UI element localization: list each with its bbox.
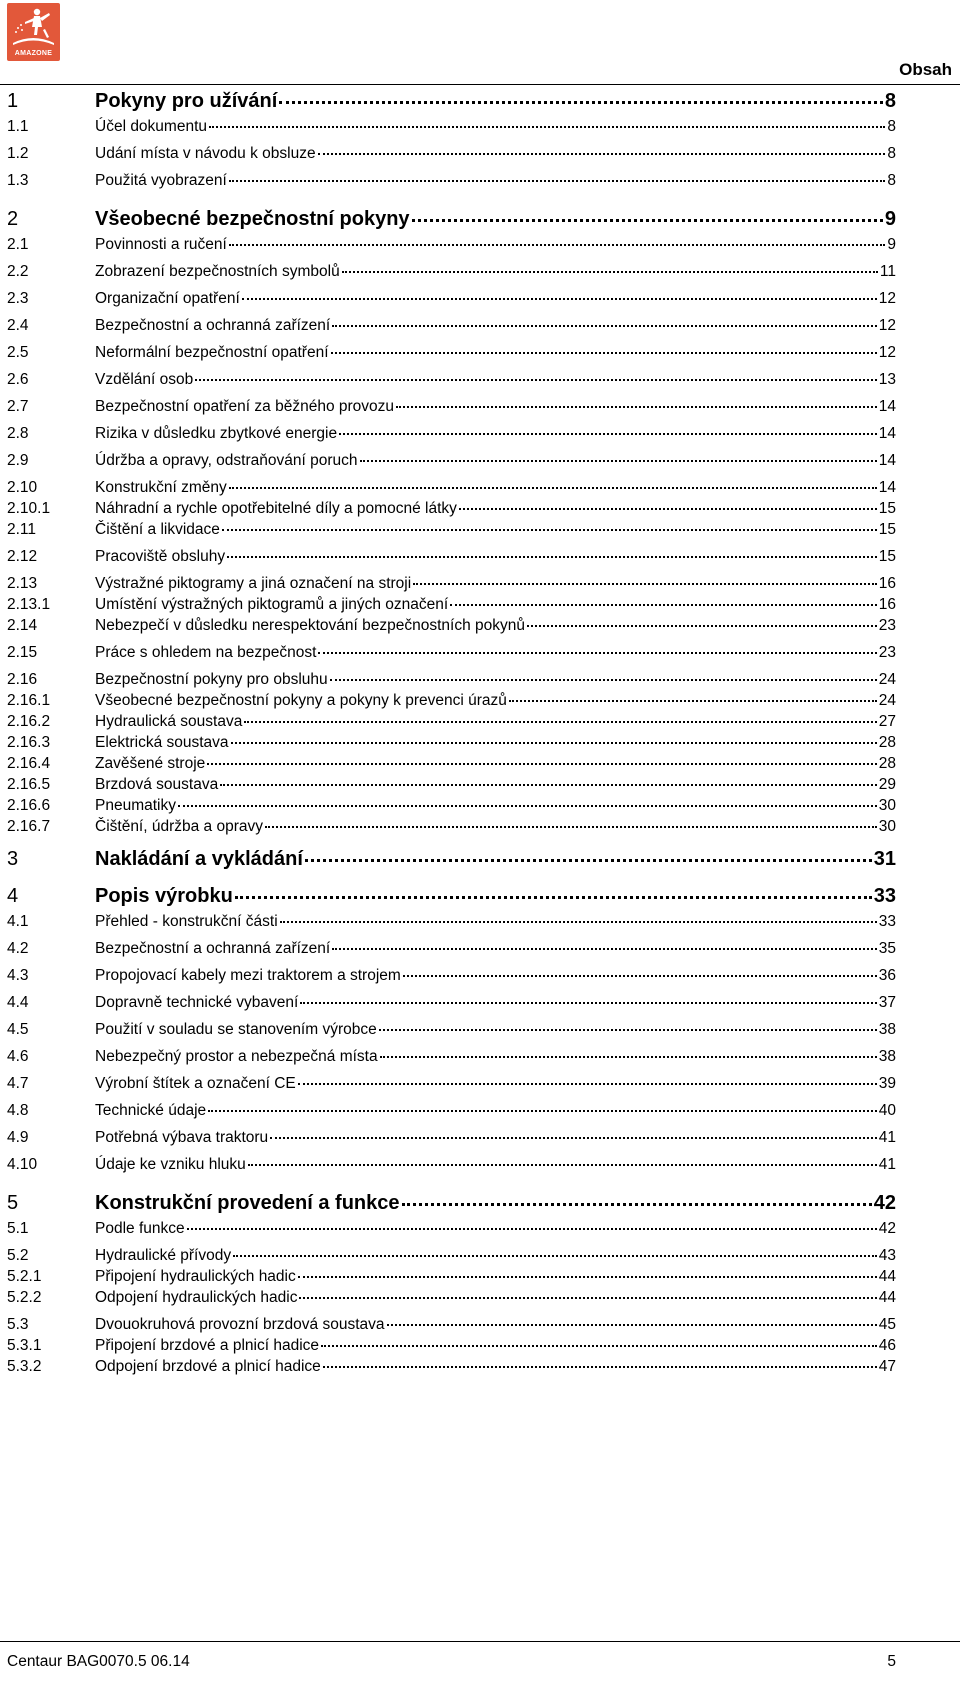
toc-entry-number: 2.2 (7, 263, 29, 280)
toc-entry-page: 28 (878, 755, 896, 772)
toc-dot-leader (298, 1276, 877, 1278)
toc-entry-page: 45 (878, 1316, 896, 1333)
toc-entry-number: 5.2 (7, 1247, 29, 1264)
toc-entry-page: 8 (884, 90, 896, 112)
toc-entry-title: Nebezpečí v důsledku nerespektování bezpečnostních pokynů (95, 617, 525, 634)
toc-entry[interactable] (7, 1247, 896, 1268)
toc-entry-page: 12 (878, 344, 896, 361)
toc-dot-leader (387, 1324, 877, 1326)
toc-entry-page: 8 (887, 145, 896, 162)
toc-dot-leader (220, 784, 877, 786)
toc-entry-title: Hydraulická soustava (95, 713, 243, 730)
toc-dot-leader (412, 219, 883, 222)
toc-dot-leader (396, 406, 877, 408)
toc-entry-number: 2.16.1 (7, 692, 51, 709)
toc-entry-number: 2.16 (7, 671, 38, 688)
toc-entry-number: 2.15 (7, 644, 38, 661)
toc-dot-leader (244, 721, 876, 723)
toc-dot-leader (248, 1164, 877, 1166)
toc-entry-title: Odpojení hydraulických hadic (95, 1289, 298, 1306)
toc-entry[interactable] (7, 398, 896, 425)
toc-entry-title: Zobrazení bezpečnostních symbolů (95, 263, 340, 280)
toc-dot-leader (229, 487, 877, 489)
toc-entry-title: Zavěšené stroje (95, 755, 206, 772)
toc-entry[interactable] (7, 1075, 896, 1102)
toc-entry-title: Potřebná výbava traktoru (95, 1129, 269, 1146)
toc-entry-number: 4 (7, 885, 19, 907)
toc-entry-page: 41 (878, 1156, 896, 1173)
toc-entry-title: Přehled - konstrukční části (95, 913, 278, 930)
toc-entry-page: 47 (878, 1358, 896, 1375)
toc-entry[interactable] (7, 734, 896, 755)
toc-entry-number: 5 (7, 1192, 19, 1214)
toc-entry-title: Nebezpečný prostor a nebezpečná místa (95, 1048, 378, 1065)
toc-dot-leader (298, 1083, 877, 1085)
toc-entry-title: Účel dokumentu (95, 118, 208, 135)
toc-entry-title: Pokyny pro užívání (95, 90, 278, 112)
toc-entry-number: 5.1 (7, 1220, 29, 1237)
toc-entry-number: 2.16.6 (7, 797, 51, 814)
toc-entry-number: 2.9 (7, 452, 29, 469)
toc-entry-title: Údaje ke vzniku hluku (95, 1156, 246, 1173)
toc-entry-page: 8 (887, 172, 896, 189)
logo-wordmark: AMAZONE (14, 50, 53, 57)
toc-entry-page: 9 (884, 208, 896, 230)
toc-entry-page: 40 (878, 1102, 896, 1119)
toc-entry[interactable] (7, 208, 896, 236)
toc-entry-title: Čištění a likvidace (95, 521, 220, 538)
toc-entry-number: 2.16.3 (7, 734, 51, 751)
toc-entry-page: 11 (879, 263, 896, 280)
toc-dot-leader (235, 896, 872, 899)
toc-entry-number: 2.7 (7, 398, 29, 415)
toc-entry[interactable] (7, 344, 896, 371)
toc-entry-number: 2.14 (7, 617, 38, 634)
toc-entry-number: 3 (7, 848, 19, 870)
toc-entry-number: 2.8 (7, 425, 29, 442)
toc-entry-number: 4.1 (7, 913, 29, 930)
toc-entry[interactable] (7, 617, 896, 644)
toc-entry-number: 2.4 (7, 317, 29, 334)
toc-dot-leader (222, 529, 877, 531)
toc-entry-page: 44 (878, 1289, 896, 1306)
toc-entry[interactable] (7, 1316, 896, 1337)
toc-entry-title: Elektrická soustava (95, 734, 229, 751)
toc-dot-leader (233, 1255, 877, 1257)
toc-dot-leader (360, 460, 877, 462)
toc-entry-title: Dopravně technické vybavení (95, 994, 299, 1011)
toc-entry-number: 2.3 (7, 290, 29, 307)
toc-entry-page: 41 (878, 1129, 896, 1146)
toc-entry[interactable] (7, 692, 896, 713)
toc-entry-title: Použití v souladu se stanovením výrobce (95, 1021, 377, 1038)
toc-entry-number: 4.3 (7, 967, 29, 984)
toc-entry-page: 27 (878, 713, 896, 730)
toc-entry-page: 38 (878, 1048, 896, 1065)
toc-dot-leader (209, 126, 885, 128)
toc-entry-title: Všeobecné bezpečnostní pokyny a pokyny k prevenci úrazů (95, 692, 507, 709)
toc-entry-title: Výstražné piktogramy a jiná označení na stroji (95, 575, 412, 592)
toc-entry-page: 28 (878, 734, 896, 751)
toc-entry-title: Hydraulické přívody (95, 1247, 232, 1264)
toc-entry[interactable] (7, 172, 896, 199)
toc-entry-number: 2.5 (7, 344, 29, 361)
toc-entry-number: 5.3.2 (7, 1358, 42, 1375)
toc-entry-page: 30 (878, 818, 896, 835)
toc-entry-title: Výrobní štítek a označení CE (95, 1075, 296, 1092)
toc-entry-title: Konstrukční provedení a funkce (95, 1192, 400, 1214)
toc-dot-leader (318, 153, 886, 155)
toc-entry-title: Všeobecné bezpečnostní pokyny (95, 208, 410, 230)
toc-entry-number: 2.6 (7, 371, 29, 388)
toc-entry[interactable] (7, 479, 896, 500)
toc-entry-page: 23 (878, 644, 896, 661)
toc-entry-page: 15 (878, 521, 896, 538)
toc-entry[interactable] (7, 596, 896, 617)
toc-entry-number: 4.9 (7, 1129, 29, 1146)
toc-entry-title: Brzdová soustava (95, 776, 219, 793)
toc-entry-title: Neformální bezpečnostní opatření (95, 344, 329, 361)
toc-entry[interactable] (7, 1268, 896, 1289)
toc-entry-page: 36 (878, 967, 896, 984)
toc-entry-page: 14 (878, 398, 896, 415)
toc-entry[interactable] (7, 1220, 896, 1247)
toc-entry-page: 24 (878, 671, 896, 688)
toc-entry[interactable] (7, 521, 896, 548)
toc-dot-leader (279, 101, 883, 104)
toc-dot-leader (332, 325, 877, 327)
toc-entry-title: Připojení brzdové a plnicí hadice (95, 1337, 320, 1354)
toc-dot-leader (331, 352, 877, 354)
toc-entry-number: 2.10.1 (7, 500, 51, 517)
toc-entry-title: Propojovací kabely mezi traktorem a strojem (95, 967, 401, 984)
toc-entry[interactable] (7, 1289, 896, 1316)
toc-entry-number: 4.5 (7, 1021, 29, 1038)
toc-dot-leader (413, 583, 877, 585)
toc-entry-title: Organizační opatření (95, 290, 240, 307)
toc-entry-title: Bezpečnostní a ochranná zařízení (95, 940, 331, 957)
toc-entry[interactable] (7, 776, 896, 797)
toc-entry-number: 4.10 (7, 1156, 38, 1173)
toc-dot-leader (509, 700, 877, 702)
toc-entry-number: 1.3 (7, 172, 29, 189)
toc-entry-number: 4.2 (7, 940, 29, 957)
toc-entry[interactable] (7, 425, 896, 452)
toc-entry[interactable] (7, 548, 896, 575)
toc-entry-number: 4.8 (7, 1102, 29, 1119)
toc-dot-leader (207, 763, 876, 765)
toc-entry-number: 4.6 (7, 1048, 29, 1065)
toc-dot-leader (231, 742, 877, 744)
toc-entry-number: 5.3 (7, 1316, 29, 1333)
toc-entry[interactable] (7, 575, 896, 596)
toc-entry-page: 24 (878, 692, 896, 709)
toc-entry[interactable] (7, 90, 896, 118)
toc-entry-number: 2.12 (7, 548, 38, 565)
toc-entry-page: 14 (878, 452, 896, 469)
toc-entry-page: 16 (878, 596, 896, 613)
toc-dot-leader (305, 859, 872, 862)
toc-entry[interactable] (7, 994, 896, 1021)
toc-entry-title: Práce s ohledem na bezpečnost (95, 644, 317, 661)
toc-dot-leader (229, 244, 886, 246)
toc-entry-number: 2.11 (7, 521, 37, 538)
toc-entry-page: 33 (878, 913, 896, 930)
toc-entry-number: 4.7 (7, 1075, 29, 1092)
toc-entry[interactable] (7, 755, 896, 776)
toc-entry-title: Bezpečnostní a ochranná zařízení (95, 317, 331, 334)
toc-entry-number: 4.4 (7, 994, 29, 1011)
toc-dot-leader (229, 180, 886, 182)
toc-dot-leader (227, 556, 877, 558)
toc-entry[interactable] (7, 1358, 896, 1379)
toc-entry[interactable] (7, 1337, 896, 1358)
toc-entry-page: 42 (878, 1220, 896, 1237)
toc-dot-leader (242, 298, 877, 300)
toc-entry-page: 12 (878, 290, 896, 307)
toc-entry[interactable] (7, 145, 896, 172)
toc-dot-leader (195, 379, 877, 381)
toc-dot-leader (330, 679, 877, 681)
toc-entry-number: 2 (7, 208, 19, 230)
toc-entry[interactable] (7, 1102, 896, 1129)
toc-entry-title: Čištění, údržba a opravy (95, 818, 264, 835)
toc-entry-number: 5.2.1 (7, 1268, 42, 1285)
toc-entry[interactable] (7, 1129, 896, 1156)
toc-entry-number: 2.16.4 (7, 755, 51, 772)
toc-entry[interactable] (7, 500, 896, 521)
toc-entry-page: 37 (878, 994, 896, 1011)
footer-divider (0, 1641, 960, 1642)
toc-dot-leader (187, 1228, 877, 1230)
toc-entry[interactable] (7, 1021, 896, 1048)
toc-entry[interactable] (7, 452, 896, 479)
toc-entry-page: 12 (878, 317, 896, 334)
toc-entry-page: 23 (878, 617, 896, 634)
toc-entry-title: Rizika v důsledku zbytkové energie (95, 425, 338, 442)
toc-dot-leader (280, 921, 877, 923)
toc-dot-leader (265, 826, 877, 828)
toc-entry[interactable] (7, 371, 896, 398)
toc-entry-page: 16 (878, 575, 896, 592)
toc-entry[interactable] (7, 940, 896, 967)
section-title: Obsah (899, 60, 952, 79)
toc-entry-title: Bezpečnostní opatření za běžného provozu (95, 398, 395, 415)
toc-entry-title: Připojení hydraulických hadic (95, 1268, 296, 1285)
toc-entry[interactable] (7, 671, 896, 692)
toc-entry-page: 33 (873, 885, 896, 907)
toc-entry-number: 1.2 (7, 145, 29, 162)
toc-entry[interactable] (7, 967, 896, 994)
table-of-contents (7, 90, 896, 1379)
toc-entry-page: 38 (878, 1021, 896, 1038)
toc-dot-leader (332, 948, 877, 950)
toc-entry-number: 5.2.2 (7, 1289, 42, 1306)
toc-entry-page: 39 (878, 1075, 896, 1092)
toc-entry-page: 14 (878, 479, 896, 496)
toc-entry-page: 44 (878, 1268, 896, 1285)
amazone-logo (7, 3, 60, 61)
toc-dot-leader (178, 805, 877, 807)
toc-entry[interactable] (7, 290, 896, 317)
toc-dot-leader (323, 1366, 877, 1368)
toc-entry-page: 46 (878, 1337, 896, 1354)
header-divider (0, 84, 960, 85)
toc-entry-page: 43 (878, 1247, 896, 1264)
toc-entry[interactable] (7, 1156, 896, 1183)
toc-entry-number: 1.1 (7, 118, 29, 135)
toc-entry-page: 8 (887, 118, 896, 135)
toc-dot-leader (379, 1029, 877, 1031)
toc-entry-page: 13 (878, 371, 896, 388)
toc-entry[interactable] (7, 1048, 896, 1075)
toc-entry-title: Odpojení brzdové a plnicí hadice (95, 1358, 321, 1375)
toc-entry-title: Vzdělání osob (95, 371, 194, 388)
toc-entry[interactable] (7, 263, 896, 290)
toc-dot-leader (380, 1056, 877, 1058)
toc-entry[interactable] (7, 797, 896, 818)
toc-dot-leader (450, 604, 877, 606)
toc-entry-title: Podle funkce (95, 1220, 185, 1237)
toc-entry-page: 35 (878, 940, 896, 957)
toc-dot-leader (270, 1137, 877, 1139)
toc-dot-leader (318, 652, 876, 654)
toc-dot-leader (300, 1002, 876, 1004)
toc-entry-title: Pracoviště obsluhy (95, 548, 226, 565)
toc-dot-leader (527, 625, 877, 627)
sower-emblem-icon (7, 3, 60, 49)
toc-entry-title: Povinnosti a ručení (95, 236, 227, 253)
toc-entry[interactable] (7, 713, 896, 734)
toc-entry-number: 2.10 (7, 479, 38, 496)
toc-dot-leader (403, 975, 877, 977)
toc-dot-leader (402, 1203, 872, 1206)
toc-entry[interactable] (7, 317, 896, 344)
toc-entry-page: 42 (873, 1192, 896, 1214)
toc-entry[interactable] (7, 885, 896, 913)
footer-page-number: 5 (887, 1653, 896, 1670)
toc-dot-leader (208, 1110, 877, 1112)
toc-entry-title: Použitá vyobrazení (95, 172, 227, 189)
toc-entry-title: Popis výrobku (95, 885, 233, 907)
toc-entry-title: Dvouokruhová provozní brzdová soustava (95, 1316, 385, 1333)
toc-entry[interactable] (7, 1192, 896, 1220)
toc-entry-number: 2.13 (7, 575, 38, 592)
toc-entry[interactable] (7, 644, 896, 671)
toc-entry[interactable] (7, 848, 896, 876)
toc-entry-number: 2.16.5 (7, 776, 51, 793)
toc-entry-title: Údržba a opravy, odstraňování poruch (95, 452, 358, 469)
toc-entry-page: 15 (878, 500, 896, 517)
toc-dot-leader (299, 1297, 876, 1299)
toc-entry-number: 1 (7, 90, 19, 112)
toc-entry-page: 15 (878, 548, 896, 565)
toc-entry-number: 2.16.2 (7, 713, 51, 730)
toc-entry-title: Umístění výstražných piktogramů a jiných označení (95, 596, 449, 613)
toc-dot-leader (459, 508, 877, 510)
toc-entry-title: Bezpečnostní pokyny pro obsluhu (95, 671, 328, 688)
toc-entry-title: Pneumatiky (95, 797, 176, 814)
toc-entry-title: Konstrukční změny (95, 479, 227, 496)
toc-entry-page: 9 (887, 236, 896, 253)
toc-entry-title: Udání místa v návodu k obsluze (95, 145, 316, 162)
toc-entry[interactable] (7, 818, 896, 839)
toc-entry-title: Náhradní a rychle opotřebitelné díly a pomocné látky (95, 500, 457, 517)
footer-document-id: Centaur BAG0070.5 06.14 (7, 1653, 190, 1670)
toc-dot-leader (342, 271, 878, 273)
toc-entry[interactable] (7, 913, 896, 940)
toc-entry-title: Technické údaje (95, 1102, 207, 1119)
toc-entry-number: 2.16.7 (7, 818, 51, 835)
toc-entry[interactable] (7, 236, 896, 263)
toc-entry[interactable] (7, 118, 896, 145)
toc-dot-leader (339, 433, 877, 435)
toc-dot-leader (321, 1345, 877, 1347)
toc-entry-page: 31 (873, 848, 896, 870)
toc-entry-number: 2.1 (7, 236, 29, 253)
toc-entry-page: 30 (878, 797, 896, 814)
toc-entry-number: 5.3.1 (7, 1337, 42, 1354)
toc-entry-title: Nakládání a vykládání (95, 848, 303, 870)
toc-entry-number: 2.13.1 (7, 596, 51, 613)
toc-entry-page: 29 (878, 776, 896, 793)
toc-entry-page: 14 (878, 425, 896, 442)
